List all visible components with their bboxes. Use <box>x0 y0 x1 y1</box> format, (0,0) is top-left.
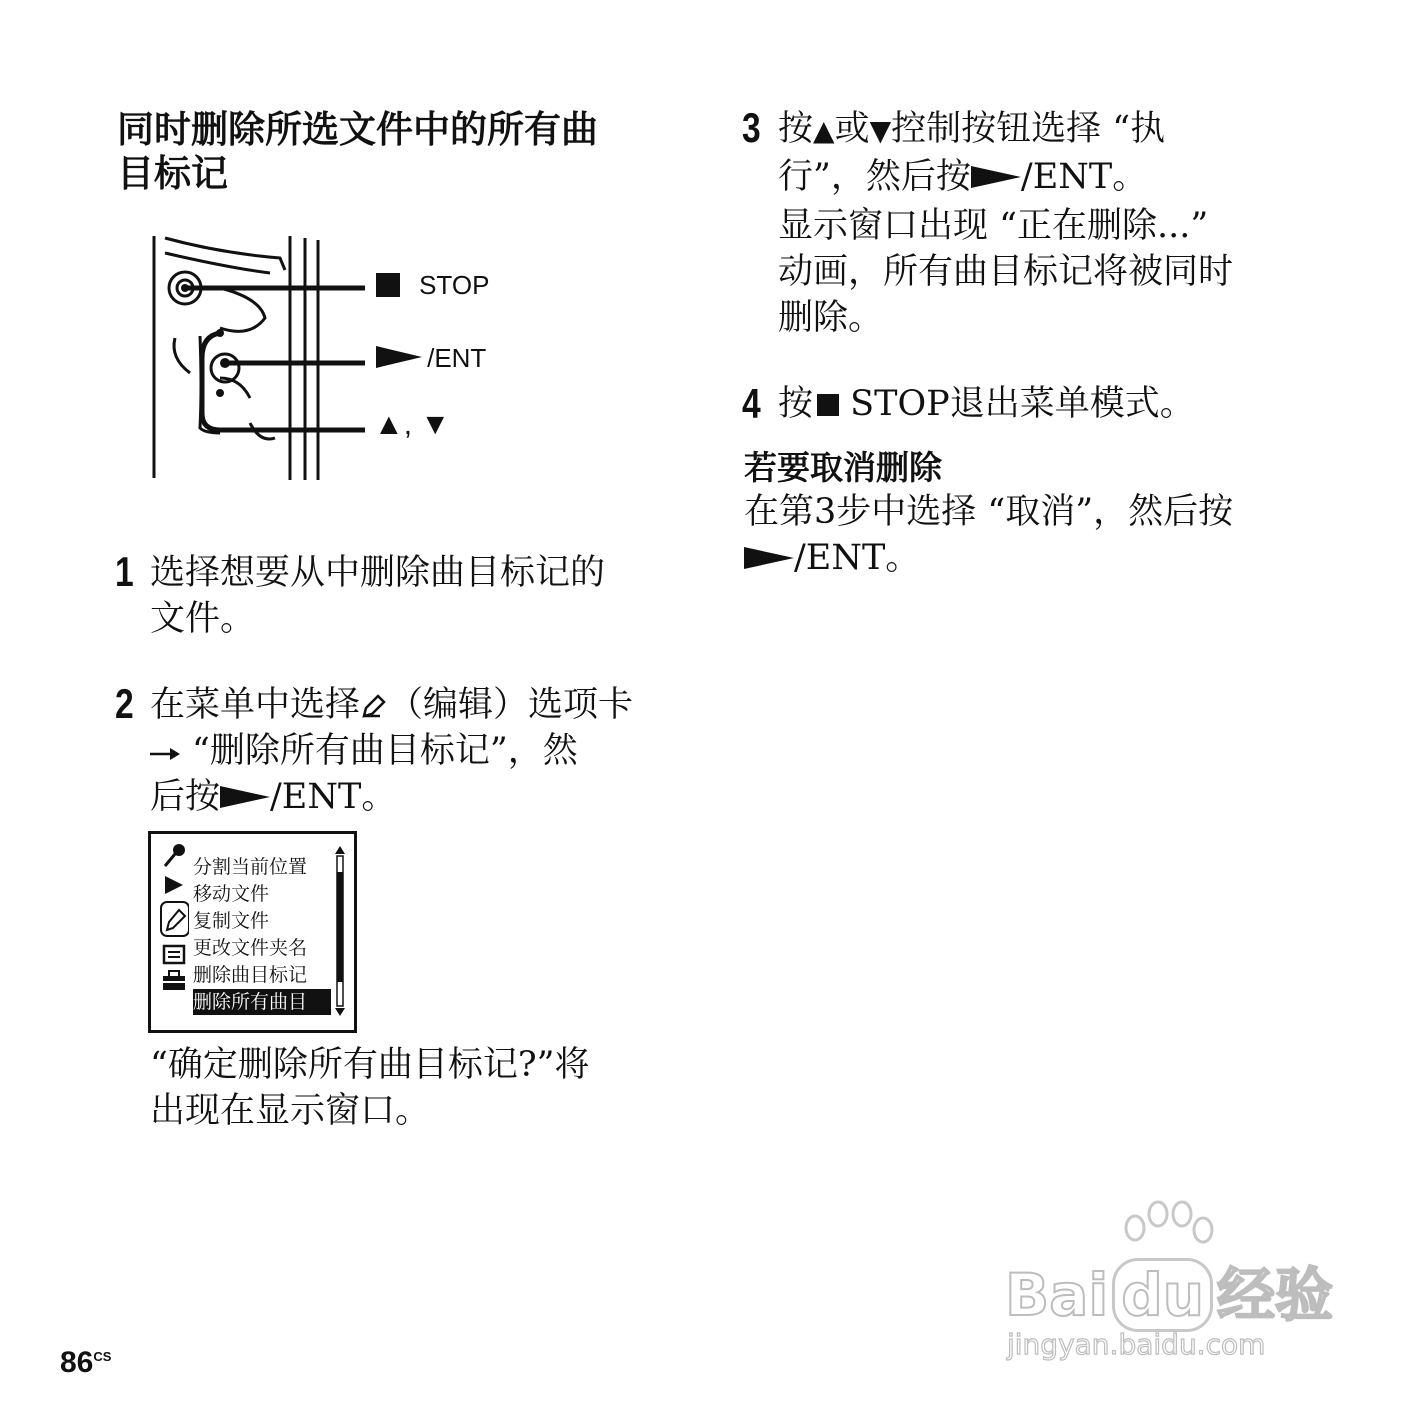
stop-square-icon <box>817 394 839 416</box>
menu-item[interactable]: 复制文件 <box>193 910 270 932</box>
arrow-right-icon <box>150 744 180 764</box>
confirm-text: “确定删除所有曲目标记?”将 出现在显示窗口。 <box>150 1045 590 1131</box>
play-icon <box>165 876 183 894</box>
menu-item[interactable]: 移动文件 <box>193 883 270 905</box>
menu-item[interactable]: 分割当前位置 <box>193 856 308 878</box>
menu-scrollbar <box>333 846 347 1016</box>
cancel-text: 在第3步中选择 “取消”，然后按 /ENT。 <box>744 492 1234 578</box>
up-triangle-icon: ▲ <box>813 114 835 147</box>
step4-text: 按 STOP退出菜单模式。 <box>778 384 1195 424</box>
ent-label: /ENT <box>376 343 486 374</box>
menu-tab-icons <box>159 842 189 992</box>
step3-text: 按▲或▼控制按钮选择 “执 行”，然后按 /ENT。 显示窗口出现 “正在删除...” 动画，所有曲目标记将被同时 删除。 <box>778 109 1234 338</box>
play-icon <box>971 163 1021 191</box>
step-number: 3 <box>742 104 761 151</box>
display-icon <box>164 946 184 963</box>
menu-item-selected[interactable]: 删除所有曲目 <box>193 989 331 1015</box>
play-icon <box>376 344 422 370</box>
mic-icon <box>165 844 185 866</box>
down-triangle-icon: ▼ <box>869 114 892 147</box>
step1-text: 选择想要从中删除曲目标记的 文件。 <box>150 553 606 639</box>
play-icon <box>744 544 794 572</box>
stop-label: STOP <box>376 270 489 301</box>
menu-screen <box>148 831 357 1033</box>
menu-item[interactable]: 更改文件夹名 <box>193 937 308 959</box>
toolbox-icon <box>163 971 185 990</box>
stop-square-icon <box>376 273 400 297</box>
updown-label: ▲, ▼ <box>374 408 451 441</box>
step-number: 2 <box>115 680 134 727</box>
cancel-heading: 若要取消删除 <box>744 448 942 487</box>
section-heading: 同时删除所选文件中的所有曲 目标记 <box>117 108 598 195</box>
page-number: $86^{CS}$ <box>60 1346 112 1379</box>
edit-icon <box>161 902 189 936</box>
step-number: 4 <box>742 380 761 427</box>
baidu-watermark: Bai du 经验 jingyan.baidu.com <box>1005 1200 1335 1370</box>
step2-text: 在菜单中选择 （编辑）选项卡 “删除所有曲目标记”，然 后按 /ENT。 <box>150 685 634 817</box>
menu-item[interactable]: 删除曲目标记 <box>193 964 308 986</box>
step-number: 1 <box>115 548 134 595</box>
play-icon <box>220 783 270 811</box>
edit-pencil-icon <box>360 692 388 720</box>
